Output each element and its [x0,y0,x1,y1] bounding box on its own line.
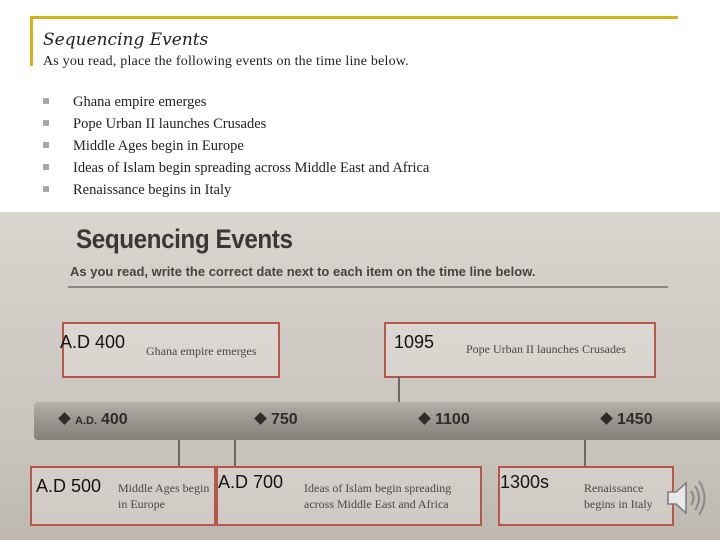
bullet-square-icon [43,142,49,148]
bullet-item [43,92,429,114]
timeline-bar [34,402,720,440]
event-box-crusades [384,322,656,378]
diamond-icon [254,412,267,425]
timeline-tick-400 [60,411,128,429]
worksheet-subtitle: As you read, write the correct date next to each item on the time line below. [70,264,536,279]
connector-crusades [398,376,400,402]
connector-islam [234,440,236,466]
speaker-icon[interactable] [660,473,710,523]
event-box-middle-ages [30,466,216,526]
bullet-square-icon [43,164,49,170]
event-box-ghana [62,322,280,378]
bullet-item [43,114,429,136]
event-box-renaissance [498,466,674,526]
bullet-item [43,180,429,202]
event-label-middle-ages: Middle Ages begin in Europe [118,481,210,511]
answer-middle-ages: A.D 500 [36,476,102,496]
worksheet-rule [68,286,668,288]
event-label-renaissance: Renaissance begins in Italy [584,481,653,511]
bullet-text: Renaissance begins in Italy [73,182,232,198]
event-bullet-list [43,92,429,202]
bullet-square-icon [43,98,49,104]
bullet-item [43,136,429,158]
tick-value: 1100 [435,411,470,428]
diamond-icon [418,412,431,425]
event-label-ghana: Ghana empire emerges [146,344,257,358]
worksheet-photo [0,212,720,540]
connector-renaissance [584,440,586,466]
frame-top-line [30,16,678,19]
timeline-tick-750 [256,411,298,429]
answer-islam: A.D 700 [218,472,284,492]
slide-subtitle: As you read, place the following events on the time line below. [43,54,409,69]
slide-title: Sequencing Events [43,30,209,50]
diamond-icon [600,412,613,425]
timeline-tick-1100 [420,411,470,429]
worksheet-title: Sequencing Events [76,224,293,254]
bullet-square-icon [43,186,49,192]
event-label-islam: Ideas of Islam begin spreading across Middle East and Africa [304,481,452,511]
diamond-icon [58,412,71,425]
tick-value: 750 [271,411,298,428]
answer-ghana: A.D 400 [60,332,126,352]
timeline-tick-1450 [602,411,653,429]
bullet-text: Pope Urban II launches Crusades [73,116,267,132]
answer-renaissance: 1300s [500,472,550,492]
event-label-crusades: Pope Urban II launches Crusades [466,342,626,356]
bullet-item [43,158,429,180]
tick-prefix: A.D. [75,415,97,427]
event-box-islam [216,466,482,526]
tick-value: 400 [101,411,128,428]
tick-value: 1450 [617,411,653,428]
answer-crusades: 1095 [394,332,435,352]
bullet-square-icon [43,120,49,126]
connector-middle-ages [178,440,180,466]
bullet-text: Ghana empire emerges [73,94,207,110]
bullet-text: Ideas of Islam begin spreading across Middle East and Africa [73,160,430,176]
frame-left-line [30,16,33,66]
bullet-text: Middle Ages begin in Europe [73,138,244,154]
